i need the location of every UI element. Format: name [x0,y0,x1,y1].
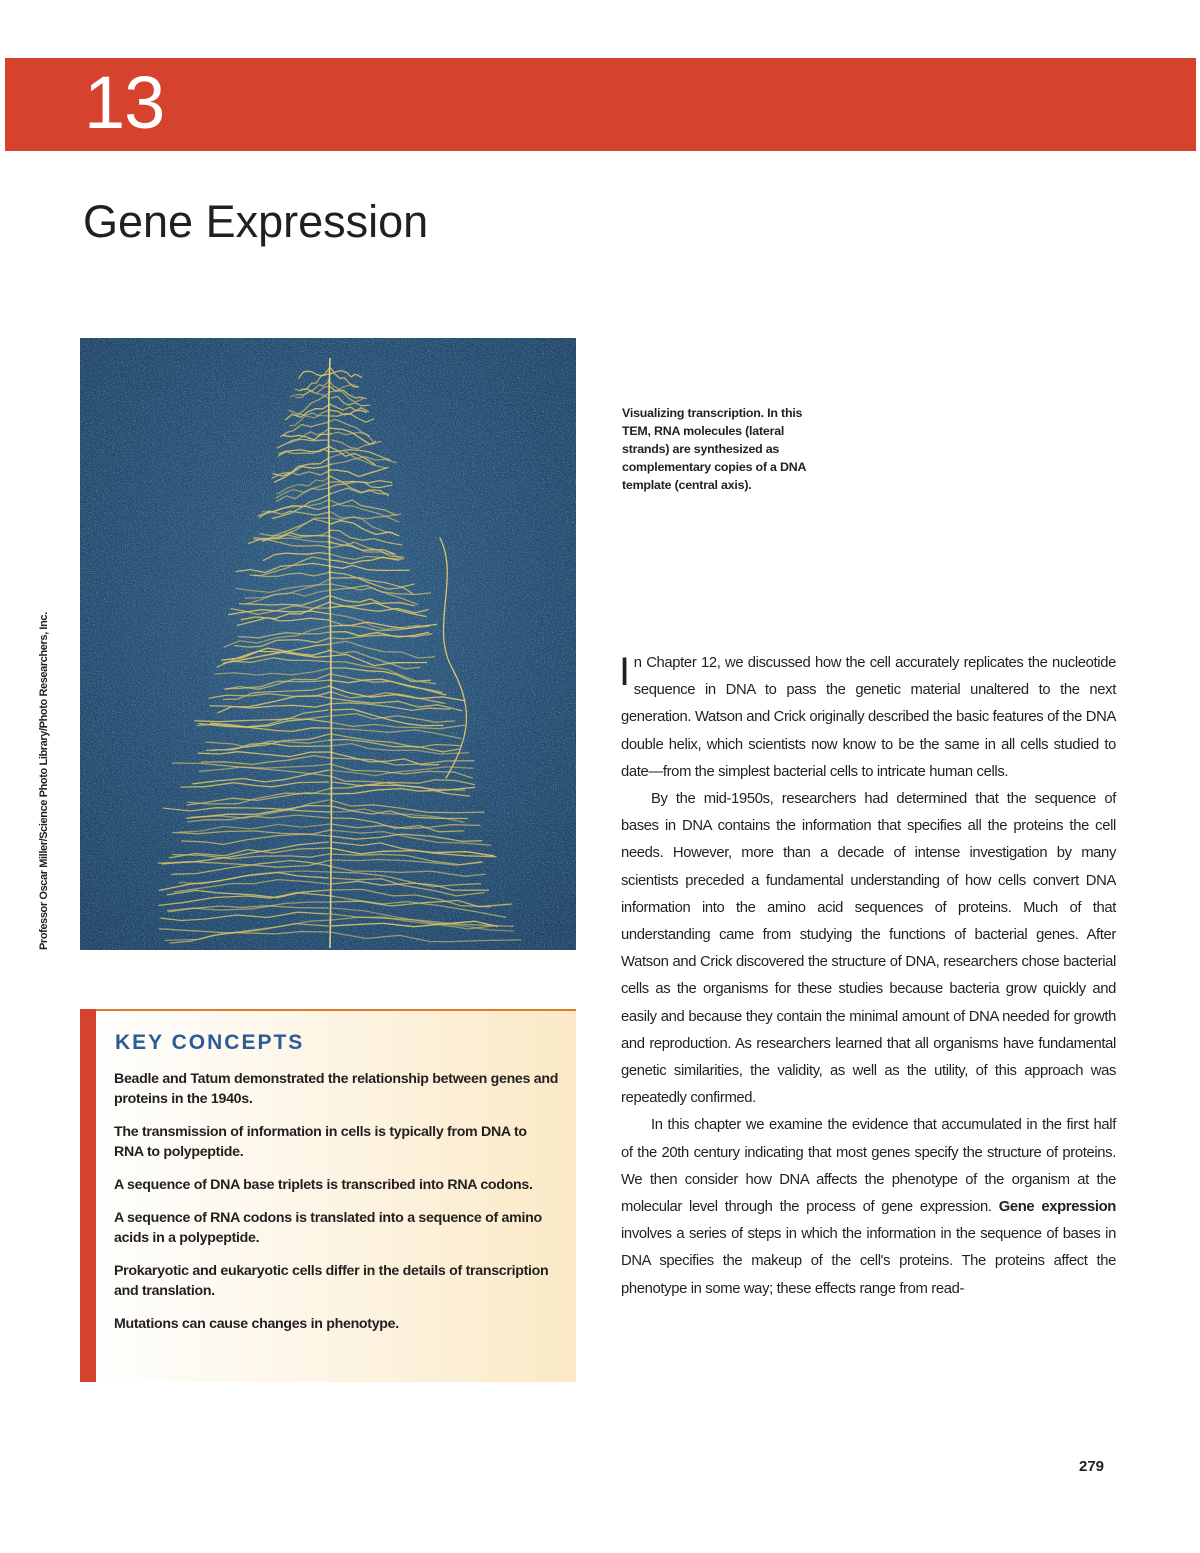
paragraph-2: By the mid-1950s, researchers had determined that the sequence of bases in DNA contains the information that specifies all the proteins the cell needs. However, more than a decade of intense investigation by many scientists preceded a fundamental understanding of how cells convert DNA information into the amino acid sequences of proteins. Much of that understanding came from studying the functions of bacterial genes. After Watson and Crick discovered the structure of DNA, researchers chose bacterial cells as the organisms for these studies because bacteria grow quickly and easily and because they contain the minimal amount of DNA needed for growth and reproduction. As researchers learned that all organisms have fundamental genetic similarities, the validity, as well as the utility, of this approach was repeatedly confirmed. [621,791,1116,1107]
paragraph-3-text-a: In this chapter we examine the evidence that accumulated in the first half of the 20th century indicating that most genes specify the structure of proteins. We then consider how DNA affects the phenotype of the organism at the molecular level through the process of gene expression. [621,1117,1116,1216]
figure-caption [622,404,822,494]
page-number: 279 [1079,1458,1105,1475]
chapter-number: 13 [84,61,165,144]
key-concept-item: Mutations can cause changes in phenotype. [114,1316,399,1332]
key-concept-item: Beadle and Tatum demonstrated the relationship between genes and proteins in the 1940s. [114,1071,559,1107]
body-text [621,650,1116,1303]
key-term: Gene expression [998,1199,1116,1216]
key-concept-item: A sequence of RNA codons is translated into a sequence of amino acids in a polypeptide. [114,1210,542,1246]
key-concepts-rule [80,1009,576,1011]
photo-credit: Professor Oscar Miller/Science Photo Library/Photo Researchers, Inc. [38,612,50,950]
key-concepts-list [114,1069,559,1347]
key-concept-item: Prokaryotic and eukaryotic cells differ in the details of transcription and translation. [114,1263,549,1299]
chapter-banner [5,58,1196,151]
drop-cap: I [619,650,630,694]
key-concept-item: The transmission of information in cells is typically from DNA to RNA to polypeptide. [114,1124,527,1160]
key-concepts-accent-bar [80,1009,96,1382]
caption-text: In this TEM, RNA molecules (lateral strands) are synthesized as complementary copies of a DNA template (central axis). [622,406,806,492]
chapter-title: Gene Expression [83,196,429,247]
paragraph-1-text: n Chapter 12, we discussed how the cell accurately replicates the nucleotide sequence in DNA to pass the genetic material unaltered to the next generation. Watson and Crick originally described the basic features of the DNA double helix, which scientists now know to be the same in all cells studied to date—from the simplest bacterial cells to intricate human cells. [621,655,1116,780]
paragraph-3-text-b: involves a series of steps in which the information in the sequence of bases in DNA specifies the makeup of the cell's proteins. The proteins affect the phenotype in some way; these effects range from read- [621,1226,1116,1297]
key-concepts-title: KEY CONCEPTS [115,1031,305,1054]
caption-lead: Visualizing transcription. [622,406,764,420]
paragraph-1 [621,650,1116,786]
paragraph-3 [621,1112,1116,1302]
key-concepts-box [80,1009,576,1382]
tem-micrograph [80,338,576,950]
key-concept-item: A sequence of DNA base triplets is transcribed into RNA codons. [114,1177,533,1193]
